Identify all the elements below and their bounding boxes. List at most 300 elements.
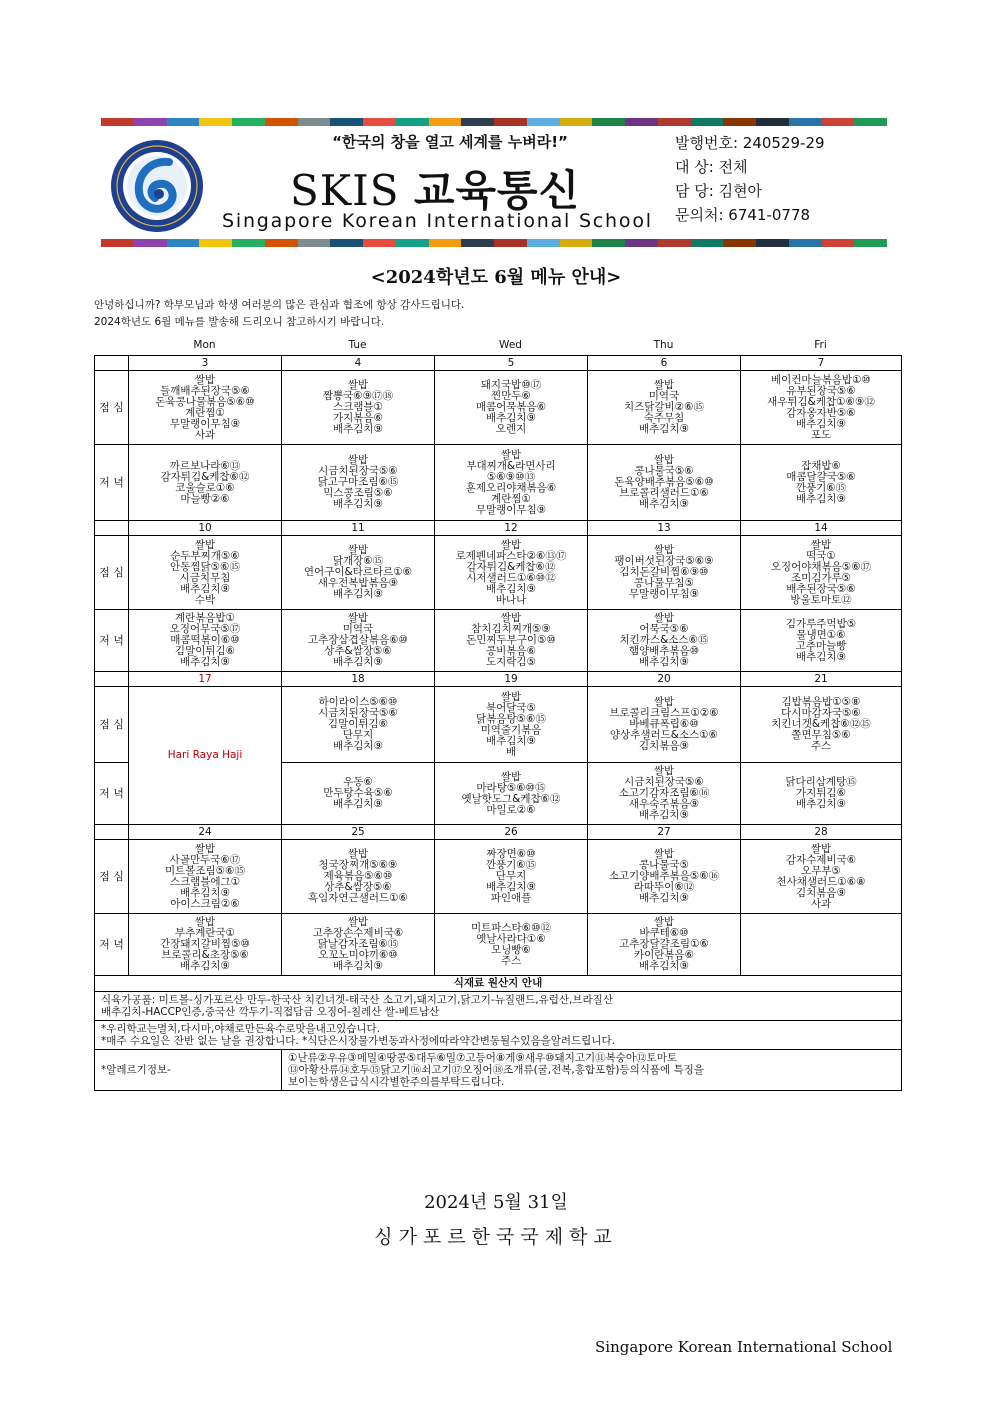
lunch-row: [95, 840, 902, 914]
publication-info: [675, 131, 825, 227]
menu-item: 배추김치⑨: [333, 588, 383, 600]
dinner-menu-cell: [435, 445, 588, 521]
menu-item: 배: [505, 745, 517, 758]
color-bar-segment: [134, 118, 167, 126]
lunch-menu-cell: [435, 536, 588, 610]
menu-item: 배추김치⑨: [639, 423, 689, 435]
color-bar-segment: [298, 118, 331, 126]
menu-item: 쌀밥: [347, 544, 369, 556]
date-row: [95, 521, 902, 536]
menu-item: 배추김치⑨: [333, 656, 383, 668]
color-bar-segment: [461, 239, 494, 247]
date-cell: 21: [741, 672, 902, 687]
menu-item: 돈육콩나물볶음⑤⑥⑩: [155, 395, 255, 408]
menu-item: 오무부⑤: [801, 864, 841, 877]
menu-item: 쌀밥: [500, 538, 522, 551]
dinner-menu-cell: [588, 914, 741, 976]
color-bar-segment: [396, 239, 429, 247]
menu-item: 돈육양배추볶음⑤⑥⑩: [614, 476, 714, 488]
menu-item: 가지튀김⑥: [796, 787, 846, 799]
date-row-spacer: [95, 825, 129, 840]
menu-item: 고추장손수제비국⑥: [312, 927, 404, 939]
dinner-row: [95, 445, 902, 521]
date-cell: 14: [741, 521, 902, 536]
menu-item: 치즈닭갈비②⑥⑮: [623, 401, 705, 413]
date-cell: 18: [282, 672, 435, 687]
menu-item: 김치볶음⑨: [639, 740, 689, 752]
origin-notes-row: [95, 1021, 902, 1050]
menu-item: 쌀밥: [500, 690, 522, 703]
lunch-menu-cell: [435, 687, 588, 763]
menu-item: *매주 수요일은 잔반 없는 날을 권장합니다. *식단은시장물가변동과사정에따라약간변동될수있음을알려드립니다.: [101, 1035, 615, 1047]
menu-item: 미역국: [648, 390, 680, 402]
menu-item: 아이스크림②⑥: [170, 897, 240, 910]
school-name-korean: 싱가포르한국국제학교: [374, 1226, 618, 1248]
date-cell: 20: [588, 672, 741, 687]
menu-item: 사과: [810, 897, 832, 910]
date-cell: 19: [435, 672, 588, 687]
dinner-menu-cell: [588, 445, 741, 521]
menu-item: 배추김치⑨: [796, 492, 846, 505]
dinner-label: 저 녁: [95, 445, 129, 521]
menu-item: 김말이튀김⑥: [327, 718, 389, 730]
date-cell: 12: [435, 521, 588, 536]
menu-item: 쌀밥: [194, 538, 216, 551]
menu-item: 배추김치⑨: [796, 650, 846, 663]
lunch-menu-cell: [588, 840, 741, 914]
date-cell: 25: [282, 825, 435, 840]
menu-item: 시저샐러드①⑥⑩⑫: [466, 571, 556, 584]
menu-item: 쌀밥: [653, 696, 675, 708]
color-bar-segment: [265, 239, 298, 247]
menu-item: 쌀밥: [347, 848, 369, 860]
color-bar-segment: [199, 239, 232, 247]
menu-item: 고추장삼겹살볶음⑥⑩: [308, 634, 408, 646]
menu-item: 배추김치⑨: [333, 740, 383, 752]
lunch-label: 점 심: [95, 536, 129, 610]
menu-item: 양상추샐러드&소스①⑥: [609, 729, 719, 741]
lunch-menu-cell: [588, 687, 741, 763]
dinner-label: 저 녁: [95, 610, 129, 672]
weekday-tue: Tue: [348, 339, 367, 351]
color-bar-segment: [363, 118, 396, 126]
menu-item: 잡채밥⑥: [801, 459, 841, 472]
menu-item: 쌀밥: [653, 454, 675, 466]
menu-item: 모닝빵⑥: [491, 943, 531, 956]
date-cell: 27: [588, 825, 741, 840]
menu-item: 마라탕⑤⑥⑩⑮: [476, 781, 546, 794]
menu-item: 보이는학생은급식시각별한주의를부탁드립니다.: [288, 1076, 505, 1088]
menu-item: 방울토마토⑫: [790, 593, 852, 606]
lunch-menu-cell: [588, 371, 741, 445]
menu-item: 배추김치⑨: [639, 809, 689, 821]
menu-item: 소고기양배추볶음⑤⑥⑯: [608, 870, 720, 882]
school-logo-icon: [109, 138, 205, 234]
menu-item: 쌀밥: [347, 612, 369, 624]
dinner-menu-cell: [282, 445, 435, 521]
menu-item: 바나나: [495, 593, 527, 606]
menu-item: ①난류②우유③메밀④땅콩⑤대두⑥밀⑦고등어⑧게⑨새우⑩돼지고기⑪복숭아⑫토마토: [288, 1052, 677, 1064]
menu-item: 카이란볶음⑥: [633, 949, 695, 961]
document-title: <2024학년도 6월 메뉴 안내>: [370, 267, 622, 288]
origin-ingredients-row: [95, 992, 902, 1021]
allergy-row: [95, 1050, 902, 1091]
color-bar-segment: [232, 239, 265, 247]
menu-item: 오징어야채볶음⑤⑥⑰: [770, 560, 872, 573]
menu-item: 배추김치-HACCP인증,중국산 깍두기-직접담금 오징어-칠레산 쌀-베트남산: [101, 1006, 440, 1018]
date-row: [95, 356, 902, 371]
lunch-row: [95, 687, 902, 763]
menu-item: 상추&쌈장⑤⑥: [324, 645, 392, 657]
menu-item: 치킨너겟&케찹⑥⑫⑮: [771, 718, 871, 730]
color-bar-segment: [330, 118, 363, 126]
date-row: [95, 825, 902, 840]
menu-item: 배추김치⑨: [639, 498, 689, 510]
menu-table: [94, 355, 902, 1091]
main-title-latin: SKIS: [290, 166, 400, 215]
dinner-menu-cell: [741, 763, 902, 825]
menu-item: 쌀밥: [653, 544, 675, 556]
menu-item: 옛날사라다①⑥: [476, 932, 546, 945]
color-bar-segment: [560, 239, 593, 247]
menu-item: 숙주무침: [643, 412, 685, 424]
menu-item: 쌀밥: [653, 379, 675, 391]
info-phone: 문의처: 6741-0778: [675, 206, 811, 224]
dinner-menu-cell: [741, 610, 902, 672]
menu-item: 배추김치⑨: [639, 656, 689, 668]
menu-item: 포도: [810, 428, 832, 441]
menu-item: 주스: [810, 740, 832, 752]
menu-item: 북어달국⑤: [486, 701, 536, 714]
color-bar-segment: [691, 118, 724, 126]
weekday-header: [94, 339, 901, 355]
menu-item: 순두부찌개⑤⑥: [170, 549, 240, 562]
greeting: [94, 297, 464, 331]
menu-item: 배추김치⑨: [333, 798, 383, 810]
date-cell: 24: [129, 825, 282, 840]
dinner-menu-cell: [435, 914, 588, 976]
menu-item: 쌀밥: [810, 842, 832, 855]
main-title: [290, 158, 580, 218]
allergy-label: *알레르기정보-: [95, 1050, 282, 1091]
info-issue-number: 발행번호: 240529-29: [675, 134, 825, 152]
date-cell: 13: [588, 521, 741, 536]
slogan: “한국의 창을 열고 세계를 누벼라!”: [332, 133, 568, 151]
menu-item: 돼지국밥⑩⑰: [480, 379, 542, 391]
color-bar-segment: [822, 118, 855, 126]
menu-item: 천사채샐러드①⑥⑧: [776, 875, 866, 888]
menu-item: 깐풍기⑥⑮: [795, 481, 847, 494]
color-bar-segment: [429, 239, 462, 247]
lunch-label: 점 심: [95, 687, 129, 763]
lunch-menu-cell: [588, 536, 741, 610]
color-bar-segment: [822, 239, 855, 247]
menu-item: 쌀밥: [810, 538, 832, 551]
color-bar-segment: [854, 239, 887, 247]
dinner-row: [95, 914, 902, 976]
color-bar-segment: [298, 239, 331, 247]
menu-item: 제육볶음⑤⑥⑩: [323, 870, 393, 882]
menu-item: 파인애플: [490, 892, 532, 904]
color-bar-segment: [691, 239, 724, 247]
dinner-menu-cell: [129, 610, 282, 672]
menu-item: 무말랭이무침⑨: [628, 588, 700, 600]
menu-item: *우리학교는멸치,다시마,야채로만든육수로맛을내고있습니다.: [101, 1023, 380, 1035]
menu-item: 배추김치⑨: [180, 886, 230, 899]
menu-item: 오렌지: [495, 423, 527, 435]
menu-item: 소고기감자조림⑥⑯: [618, 787, 710, 799]
menu-item: 라따뚜이⑥⑫: [633, 881, 695, 893]
weekday-wed: Wed: [499, 339, 522, 351]
date-row: [95, 672, 902, 687]
color-bar-segment: [265, 118, 298, 126]
color-bar-segment: [756, 118, 789, 126]
color-bar-segment: [723, 239, 756, 247]
dinner-menu-cell: [129, 445, 282, 521]
color-bar-segment: [592, 239, 625, 247]
menu-item: 배추김치⑨: [486, 582, 536, 595]
date-cell: 3: [129, 356, 282, 371]
menu-item: 콩나물무침⑤: [633, 577, 695, 589]
date-cell: 7: [741, 356, 902, 371]
menu-item: 사과: [194, 428, 216, 441]
dinner-menu-cell: [282, 763, 435, 825]
menu-item: 돈민찌두부구이⑤⑩: [466, 634, 556, 646]
menu-item: 미역줄기볶음: [480, 723, 542, 736]
menu-item: 매콤달걀국⑤⑥: [786, 470, 856, 483]
menu-item: 미역국: [342, 623, 374, 635]
dinner-menu-cell: [588, 763, 741, 825]
menu-item: 식육가공품: 미트볼-싱가포르산 만두-한국산 치킨너겟-태국산 소고기,돼지고기,닭고기-뉴질랜드,유럽산,브라질산: [101, 994, 613, 1006]
menu-item: 계란찜①: [491, 492, 531, 505]
menu-item: 감자튀김&케찹⑥⑫: [160, 470, 250, 483]
menu-item: 배추김치⑨: [486, 412, 536, 424]
menu-item: 매콤떡볶이⑥⑩: [170, 634, 240, 646]
color-bar-segment: [101, 118, 134, 126]
menu-item: 닭고구마조림⑥⑮: [317, 476, 399, 488]
lunch-label: 점 심: [95, 371, 129, 445]
school-name: Singapore Korean International School: [222, 210, 653, 232]
date-cell: 26: [435, 825, 588, 840]
menu-item: 연어구이&타르타르①⑥: [303, 566, 413, 578]
date-cell: 5: [435, 356, 588, 371]
menu-item: 배추김치⑨: [333, 960, 383, 972]
menu-item: 배추김치⑨: [796, 798, 846, 810]
color-bar-segment: [756, 239, 789, 247]
menu-item: 도지락김⑤: [486, 656, 536, 668]
menu-item: 스크램블에그①: [169, 875, 241, 888]
menu-item: 수박: [194, 593, 216, 606]
info-audience: 대 상: 전체: [675, 158, 748, 176]
menu-item: 조미김가루⑤: [790, 571, 852, 584]
menu-item: 만두탕수육⑤⑥: [323, 787, 393, 799]
date-row-spacer: [95, 521, 129, 536]
menu-item: 브로콜리크림스프①②⑥: [609, 707, 719, 719]
menu-item: 닭볶음탕⑤⑥⑮: [476, 712, 546, 725]
menu-item: 옛날핫도그&케찹⑥⑫: [461, 792, 561, 805]
dinner-menu-cell: [741, 914, 902, 976]
lunch-menu-cell: [282, 536, 435, 610]
menu-item: 무말랭이무침⑨: [475, 503, 547, 516]
menu-item: 쌀밥: [653, 612, 675, 624]
date-cell: 4: [282, 356, 435, 371]
color-bar-segment: [429, 118, 462, 126]
menu-item: 흑임자연근샐러드①⑥: [308, 892, 408, 904]
menu-item: 코울슬로①⑥: [175, 481, 235, 494]
menu-item: 베이컨마늘볶음밥①⑩: [771, 373, 871, 386]
dinner-menu-cell: [129, 914, 282, 976]
dinner-menu-cell: [435, 763, 588, 825]
menu-item: 물냉면①⑥: [796, 628, 846, 641]
main-title-korean: 교육통신: [413, 166, 581, 215]
menu-item: 쌀밥: [653, 848, 675, 860]
menu-item: 배추김치⑨: [180, 582, 230, 595]
menu-item: 짬뽕국⑥⑨⑰⑱: [322, 390, 394, 402]
menu-item: 브로콜리&초장⑤⑥: [161, 949, 249, 961]
menu-item: 간장돼지갈비찜⑤⑩: [160, 938, 250, 950]
menu-item: 로제펜네파스타②⑥⑬⑰: [455, 549, 567, 562]
menu-item: 까르보나라⑥⑬: [169, 459, 241, 472]
menu-item: 배추김치⑨: [180, 656, 230, 668]
date-cell: 11: [282, 521, 435, 536]
dinner-label: 저 녁: [95, 763, 129, 825]
lunch-menu-cell: [741, 687, 902, 763]
color-bar-segment: [723, 118, 756, 126]
lunch-label: 점 심: [95, 840, 129, 914]
menu-item: 쌀밥: [500, 612, 522, 624]
origin-title: 식재료 원산지 안내: [95, 976, 902, 992]
menu-item: 쌀밥: [194, 842, 216, 855]
color-bar-segment: [396, 118, 429, 126]
color-bar-segment: [789, 239, 822, 247]
greeting-line-2: 2024학년도 6월 메뉴를 발송해 드리오니 참고하시기 바랍니다.: [94, 316, 385, 328]
menu-item: 사골만두국⑥⑰: [169, 853, 241, 866]
lunch-menu-cell: [741, 371, 902, 445]
menu-item: 김말이튀김⑥: [174, 645, 236, 657]
allergy-info: [282, 1050, 902, 1091]
menu-item: 청국장찌개⑤⑥⑨: [318, 859, 398, 871]
school-name-english: Singapore Korean International School: [595, 1338, 893, 1356]
weekday-thu: Thu: [653, 339, 674, 351]
menu-item: 시금치된장국⑤⑥: [624, 776, 704, 788]
dinner-row: [95, 610, 902, 672]
color-bar-segment: [167, 118, 200, 126]
color-bar-segment: [625, 239, 658, 247]
menu-item: 새우튀김&케찹①⑥⑨⑫: [767, 395, 875, 408]
menu-item: 배추된장국⑤⑥: [786, 582, 856, 595]
menu-item: 닭개장⑥⑮: [332, 555, 384, 567]
menu-item: 쫄면무침⑤⑥: [791, 729, 851, 741]
menu-item: 새우숙주볶음⑨: [628, 798, 700, 810]
date-cell: 10: [129, 521, 282, 536]
menu-item: 다시마감자국⑤⑥: [781, 707, 861, 719]
menu-item: 쌀밥: [194, 373, 216, 386]
menu-item: 팽이버섯된장국⑤⑥⑨: [614, 555, 714, 567]
menu-item: 쌀밥: [347, 454, 369, 466]
menu-item: 콩비볶음⑥: [486, 645, 536, 657]
dinner-menu-cell: [435, 610, 588, 672]
menu-item: 미트볼조림⑤⑥⑮: [164, 864, 246, 877]
menu-item: 햄양배추볶음⑩: [628, 645, 700, 657]
menu-item: 배추김치⑨: [796, 417, 846, 430]
color-bar-segment: [658, 239, 691, 247]
lunch-menu-cell: [129, 371, 282, 445]
menu-item: 감자옹자반⑤⑥: [786, 406, 856, 419]
lunch-menu-cell: [741, 536, 902, 610]
menu-item: 배추김치⑨: [180, 960, 230, 972]
menu-item: 쌀밥: [653, 765, 675, 777]
menu-item: 마일로②⑥: [486, 803, 536, 816]
date-cell: 28: [741, 825, 902, 840]
menu-item: 마늘빵②⑥: [180, 492, 230, 505]
color-bar-segment: [494, 239, 527, 247]
holiday-cell: Hari Raya Haji: [129, 687, 282, 825]
color-bar-segment: [232, 118, 265, 126]
menu-item: 쌀밥: [194, 916, 216, 928]
color-bar-segment: [134, 239, 167, 247]
menu-item: 미트파스타⑥⑩⑫: [470, 921, 552, 934]
origin-ingredients: [95, 992, 902, 1021]
menu-item: 콩나물국⑤⑥: [634, 465, 694, 477]
menu-item: 하이라이스⑤⑥⑩: [318, 696, 398, 708]
menu-item: 고추마늘빵: [795, 639, 847, 652]
menu-item: 쌀밥: [347, 916, 369, 928]
menu-item: 쌀밥: [653, 916, 675, 928]
color-bar-segment: [560, 118, 593, 126]
menu-item: 감자튀김&케찹⑥⑫: [466, 560, 556, 573]
weekday-mon: Mon: [193, 339, 216, 351]
dinner-menu-cell: [588, 610, 741, 672]
origin-notes: [95, 1021, 902, 1050]
lunch-menu-cell: [435, 371, 588, 445]
date-row-spacer: [95, 356, 129, 371]
color-bar-segment: [199, 118, 232, 126]
color-bar-segment: [527, 118, 560, 126]
menu-item: 감자수제비국⑥: [785, 853, 857, 866]
menu-item: 시금치무침: [179, 571, 231, 584]
menu-item: 쌀밥: [347, 379, 369, 391]
color-bar-segment: [167, 239, 200, 247]
menu-item: 주스: [500, 954, 522, 967]
lunch-menu-cell: [282, 687, 435, 763]
menu-item: 찐만두⑥: [491, 390, 531, 402]
menu-item: 우동⑥: [343, 776, 373, 788]
menu-item: 김치돈갈비찜⑥⑨⑩: [619, 566, 709, 578]
color-bar-segment: [854, 118, 887, 126]
menu-item: 가지볶음⑥: [333, 412, 383, 424]
menu-item: 상추&쌈장⑤⑥: [324, 881, 392, 893]
menu-item: 믹스콩조림⑤⑥: [323, 487, 393, 499]
date-cell: 6: [588, 356, 741, 371]
color-bar-segment: [789, 118, 822, 126]
date-row-spacer: [95, 672, 129, 687]
menu-item: 김치볶음⑨: [796, 886, 846, 899]
color-bar-segment: [527, 239, 560, 247]
lunch-menu-cell: [282, 840, 435, 914]
menu-item: 바베큐폭립⑥⑩: [629, 718, 699, 730]
color-bar-segment: [592, 118, 625, 126]
info-contact-person: 담 당: 김현아: [675, 182, 763, 200]
dinner-menu-cell: [282, 914, 435, 976]
lunch-row: [95, 536, 902, 610]
greeting-line-1: 안녕하십니까? 학부모님과 학생 여러분의 많은 관심과 협조에 항상 감사드립니다.: [94, 299, 465, 311]
menu-item: 브로콜리샐러드①⑥: [619, 487, 709, 499]
color-bar-segment: [363, 239, 396, 247]
color-bar-segment: [625, 118, 658, 126]
menu-item: 오징어무국⑤⑰: [169, 623, 241, 635]
menu-item: 새우전복밥볶음⑨: [317, 577, 399, 589]
issue-date: 2024년 5월 31일: [424, 1192, 568, 1213]
